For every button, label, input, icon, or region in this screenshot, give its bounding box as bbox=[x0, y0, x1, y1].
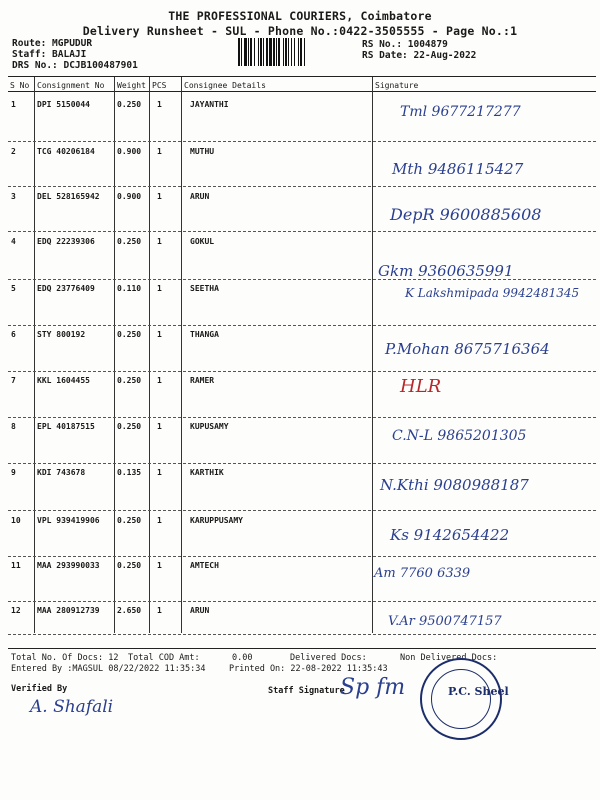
cell-weight: 0.250 bbox=[117, 330, 142, 339]
col-header-consignee: Consignee Details bbox=[184, 81, 266, 90]
row-separator bbox=[8, 186, 596, 187]
delivered-docs-label: Delivered Docs: bbox=[290, 653, 367, 663]
recipient-signature: C.N-L 9865201305 bbox=[392, 428, 527, 444]
cell-sno: 4 bbox=[11, 237, 16, 246]
cell-weight: 0.250 bbox=[117, 422, 142, 431]
cell-consignee: KARUPPUSAMY bbox=[190, 516, 243, 525]
cell-sno: 7 bbox=[11, 376, 16, 385]
cell-consignment-no: DEL 528165942 bbox=[37, 192, 100, 201]
recipient-signature: K Lakshmipada 9942481345 bbox=[405, 286, 580, 300]
row-separator bbox=[8, 325, 596, 326]
cell-consignment-no: MAA 293990033 bbox=[37, 561, 100, 570]
recipient-signature: Tml 9677217277 bbox=[400, 104, 521, 120]
page-title: THE PROFESSIONAL COURIERS, Coimbatore bbox=[168, 9, 432, 23]
non-delivered-docs-label: Non Delivered Docs: bbox=[400, 653, 498, 663]
cell-pcs: 1 bbox=[157, 192, 162, 201]
cell-consignee: KARTHIK bbox=[190, 468, 224, 477]
verified-by-label: Verified By bbox=[11, 684, 68, 694]
cell-weight: 0.250 bbox=[117, 100, 142, 109]
cell-pcs: 1 bbox=[157, 561, 162, 570]
column-divider bbox=[34, 77, 35, 633]
row-separator bbox=[8, 556, 596, 557]
cell-sno: 6 bbox=[11, 330, 16, 339]
staff-label: Staff: BALAJI bbox=[12, 49, 87, 60]
cell-consignee: THANGA bbox=[190, 330, 219, 339]
recipient-signature: P.Mohan 8675716364 bbox=[385, 340, 550, 358]
cell-sno: 8 bbox=[11, 422, 16, 431]
row-separator bbox=[8, 634, 596, 635]
cell-consignee: JAYANTHI bbox=[190, 100, 229, 109]
cell-pcs: 1 bbox=[157, 606, 162, 615]
cell-sno: 2 bbox=[11, 147, 16, 156]
cell-consignment-no: DPI 5150044 bbox=[37, 100, 90, 109]
col-header-weight: Weight bbox=[117, 81, 146, 90]
barcode-bar bbox=[305, 38, 306, 66]
recipient-signature: HLR bbox=[400, 376, 442, 397]
cell-consignment-no: EDQ 23776409 bbox=[37, 284, 95, 293]
cell-pcs: 1 bbox=[157, 330, 162, 339]
cell-consignment-no: EPL 40187515 bbox=[37, 422, 95, 431]
verifier-signature: A. Shafali bbox=[30, 697, 114, 717]
cell-consignment-no: MAA 280912739 bbox=[37, 606, 100, 615]
cell-consignee: AMTECH bbox=[190, 561, 219, 570]
cell-consignment-no: TCG 40206184 bbox=[37, 147, 95, 156]
rs-number: RS No.: 1004879 bbox=[362, 39, 448, 50]
cell-consignment-no: KDI 743678 bbox=[37, 468, 86, 477]
cell-sno: 12 bbox=[11, 606, 21, 615]
cell-consignee: SEETHA bbox=[190, 284, 219, 293]
cell-consignee: ARUN bbox=[190, 192, 210, 201]
row-separator bbox=[8, 371, 596, 372]
cell-weight: 0.250 bbox=[117, 561, 142, 570]
cell-weight: 0.110 bbox=[117, 284, 142, 293]
total-cod-value: 0.00 bbox=[232, 653, 253, 663]
footer-rule bbox=[8, 648, 596, 649]
recipient-signature: Mth 9486115427 bbox=[392, 160, 524, 178]
recipient-signature: N.Kthi 9080988187 bbox=[380, 476, 529, 494]
cell-consignee: RAMER bbox=[190, 376, 215, 385]
office-stamp-inner-ring bbox=[431, 669, 491, 729]
cell-pcs: 1 bbox=[157, 376, 162, 385]
recipient-signature: Gkm 9360635991 bbox=[378, 262, 514, 280]
column-divider bbox=[114, 77, 115, 633]
col-header-consignment: Consignment No bbox=[37, 81, 105, 90]
column-divider bbox=[149, 77, 150, 633]
cell-pcs: 1 bbox=[157, 100, 162, 109]
cell-pcs: 1 bbox=[157, 147, 162, 156]
row-separator bbox=[8, 231, 596, 232]
row-separator bbox=[8, 510, 596, 511]
total-cod-label: Total COD Amt: bbox=[128, 653, 200, 663]
cell-consignment-no: KKL 1604455 bbox=[37, 376, 90, 385]
col-header-signature: Signature bbox=[375, 81, 419, 90]
barcode-image bbox=[238, 38, 360, 66]
cell-weight: 0.900 bbox=[117, 192, 142, 201]
row-separator bbox=[8, 141, 596, 142]
row-separator bbox=[8, 601, 596, 602]
cell-consignee: ARUN bbox=[190, 606, 210, 615]
cell-consignment-no: EDQ 22239306 bbox=[37, 237, 95, 246]
cell-weight: 0.250 bbox=[117, 516, 142, 525]
cell-sno: 1 bbox=[11, 100, 16, 109]
cell-consignee: MUTHU bbox=[190, 147, 215, 156]
staff-signature: Sp fm bbox=[340, 675, 406, 700]
stamp-text: P.C. Sheel bbox=[448, 685, 509, 698]
cell-weight: 0.250 bbox=[117, 376, 142, 385]
total-docs: Total No. Of Docs: 12 bbox=[11, 653, 119, 663]
cell-sno: 9 bbox=[11, 468, 16, 477]
table-top-rule bbox=[8, 76, 596, 77]
cell-sno: 5 bbox=[11, 284, 16, 293]
cell-sno: 10 bbox=[11, 516, 21, 525]
route-label: Route: MGPUDUR bbox=[12, 38, 93, 49]
recipient-signature: V.Ar 9500747157 bbox=[388, 614, 502, 629]
cell-pcs: 1 bbox=[157, 468, 162, 477]
recipient-signature: DepR 9600885608 bbox=[390, 205, 542, 224]
staff-signature-label: Staff Signature bbox=[268, 686, 345, 696]
column-divider bbox=[372, 77, 373, 633]
col-header-pcs: PCS bbox=[152, 81, 167, 90]
cell-weight: 0.250 bbox=[117, 237, 142, 246]
cell-pcs: 1 bbox=[157, 516, 162, 525]
cell-weight: 0.135 bbox=[117, 468, 142, 477]
cell-pcs: 1 bbox=[157, 422, 162, 431]
entered-by: Entered By :MAGSUL 08/22/2022 11:35:34 bbox=[11, 664, 206, 674]
cell-consignment-no: VPL 939419906 bbox=[37, 516, 100, 525]
cell-consignee: GOKUL bbox=[190, 237, 215, 246]
runsheet-subtitle: Delivery Runsheet - SUL - Phone No.:0422-3505555 - Page No.:1 bbox=[82, 24, 518, 38]
cell-pcs: 1 bbox=[157, 237, 162, 246]
cell-consignment-no: STY 800192 bbox=[37, 330, 86, 339]
recipient-signature: Am 7760 6339 bbox=[374, 566, 471, 581]
table-header-rule bbox=[8, 91, 596, 92]
drs-number: DRS No.: DCJB100487901 bbox=[12, 60, 138, 71]
cell-sno: 11 bbox=[11, 561, 21, 570]
cell-pcs: 1 bbox=[157, 284, 162, 293]
cell-sno: 3 bbox=[11, 192, 16, 201]
cell-weight: 0.900 bbox=[117, 147, 142, 156]
cell-weight: 2.650 bbox=[117, 606, 142, 615]
rs-date: RS Date: 22-Aug-2022 bbox=[362, 50, 477, 61]
col-header-sno: S No bbox=[10, 81, 30, 90]
printed-on: Printed On: 22-08-2022 11:35:43 bbox=[229, 664, 388, 674]
cell-consignee: KUPUSAMY bbox=[190, 422, 229, 431]
recipient-signature: Ks 9142654422 bbox=[390, 526, 510, 544]
row-separator bbox=[8, 463, 596, 464]
row-separator bbox=[8, 417, 596, 418]
column-divider bbox=[181, 77, 182, 633]
